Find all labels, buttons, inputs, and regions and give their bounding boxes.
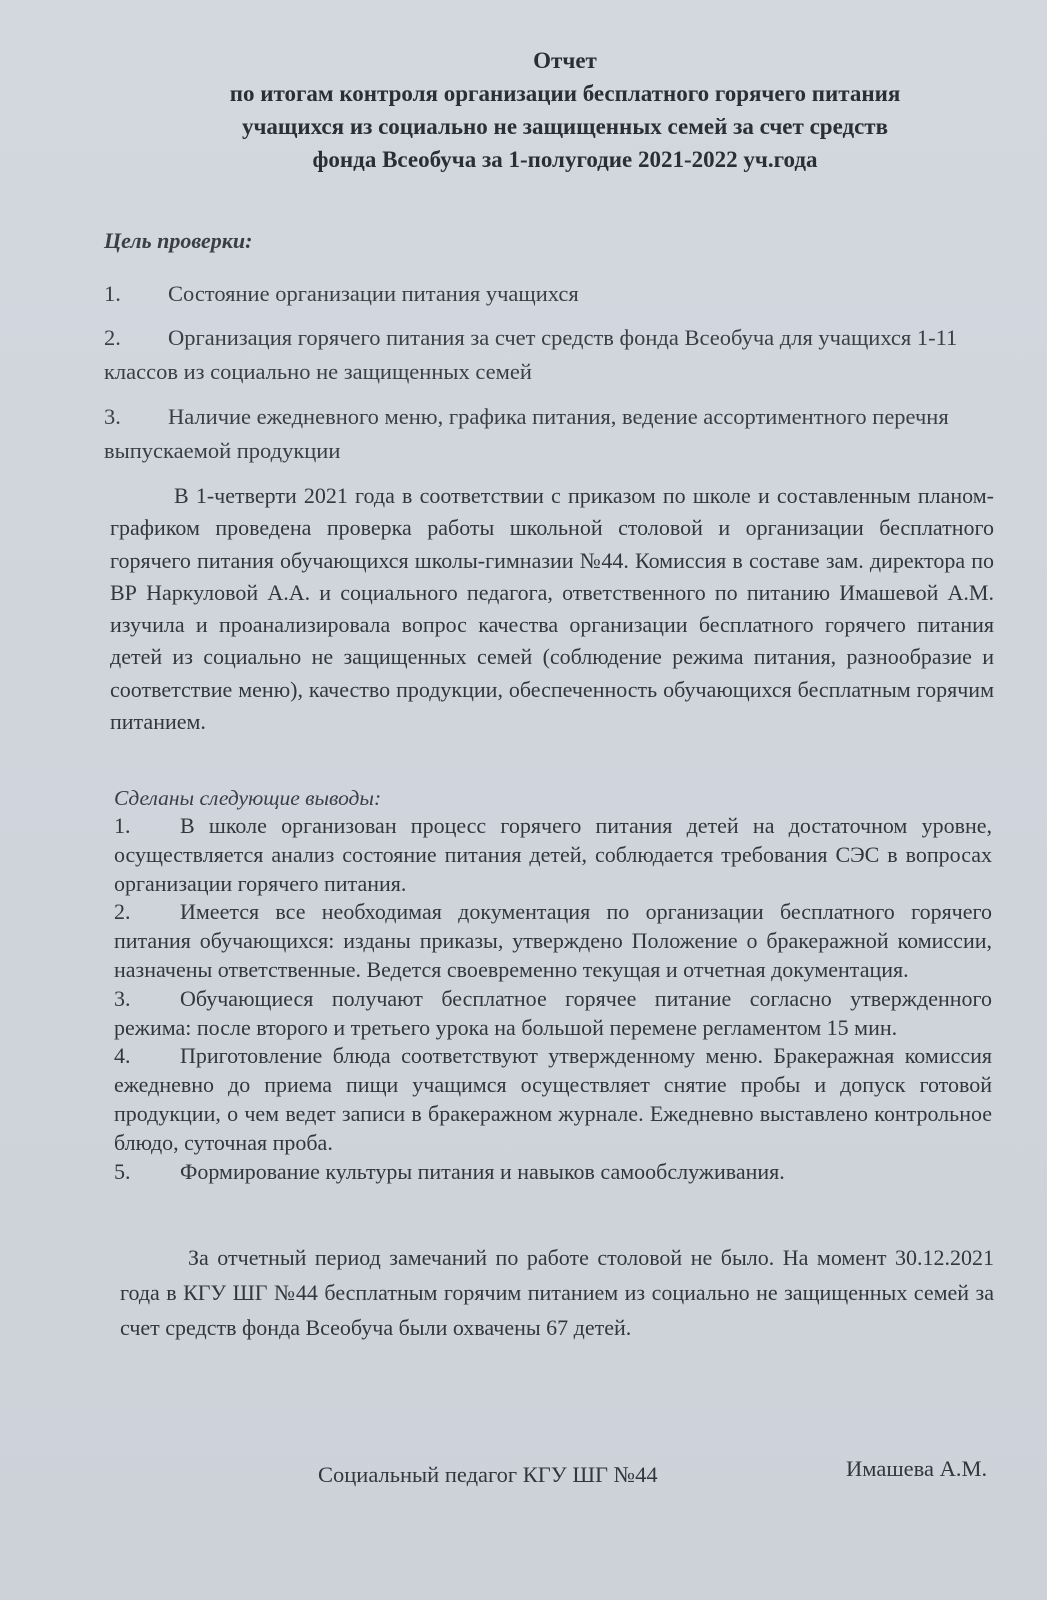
- conclusion-number: 5.: [114, 1158, 131, 1184]
- conclusions-list: [114, 812, 992, 1186]
- goal-item-number: 1.: [104, 281, 121, 306]
- goal-item: [104, 321, 1004, 389]
- document-title: [150, 44, 980, 176]
- conclusion-item: [114, 898, 992, 984]
- conclusion-text: Формирование культуры питания и навыков самообслуживания.: [180, 1158, 785, 1184]
- goal-item: [104, 400, 1004, 468]
- closing-paragraph: За отчетный период замечаний по работе столовой не было. На момент 30.12.2021 года в КГУ ШГ №44 бесплатным горячим питанием из социально не защищенных семей за счет средств фонда Всеобуча были охвачены 67 детей.: [120, 1245, 994, 1340]
- conclusion-item: [114, 812, 992, 898]
- conclusion-number: 2.: [114, 899, 131, 925]
- title-line-3: учащихся из социально не защищенных семей за счет средств: [241, 114, 889, 139]
- conclusion-text: Обучающиеся получают бесплатное горячее питание согласно утвержденного режима: после второго и третьего урока на большой перемене регламентом 15 мин.: [114, 985, 992, 1040]
- goal-item-number: 2.: [104, 325, 121, 350]
- goal-item-text: Наличие ежедневного меню, графика питания, ведение ассортиментного перечня выпускаемой продукции: [104, 404, 949, 463]
- conclusion-text: Приготовление блюда соответствуют утвержденному меню. Бракеражная комиссия ежедневно до приема пищи учащимся осуществляет снятие пробы и допуск готовой продукции, о чем ведет записи в бракеражном журнале. Ежедневно выставлено контрольное блюдо, суточная проба.: [114, 1043, 992, 1155]
- conclusion-number: 1.: [114, 813, 131, 838]
- goal-item: [104, 277, 1004, 311]
- title-line-4: фонда Всеобуча за 1-полугодие 2021-2022 уч.года: [312, 147, 818, 172]
- signature-role: Социальный педагог КГУ ШГ №44: [318, 1462, 658, 1487]
- goal-item-text: Состояние организации питания учащихся: [168, 281, 579, 306]
- conclusion-item: [114, 1158, 992, 1187]
- conclusion-number: 4.: [114, 1043, 131, 1069]
- goal-section-label: Цель проверки:: [104, 228, 253, 253]
- title-line-1: Отчет: [533, 48, 597, 73]
- conclusion-text: В школе организован процесс горячего питания детей на достаточном уровне, осуществляется анализ состояние питания детей, соблюдается требования СЭС в вопросах организации горячего питания.: [114, 813, 992, 896]
- signature-name: Имашева А.М.: [846, 1456, 988, 1481]
- intro-paragraph: В 1-четверти 2021 года в соответствии с приказом по школе и составленным планом-графиком проведена проверка работы школьной столовой и организации бесплатного горячего питания обучающихся школы-гимназии №44. Комиссия в составе зам. директора по ВР Наркуловой А.А. и социального педагога, ответственного по питанию Имашевой А.М. изучила и проанализировала вопрос качества организации бесплатного горячего питания детей из социально не защищенных семей (соблюдение режима питания, разнообразие и соответствие меню), качество продукции, обеспеченность обучающихся бесплатным горячим питанием.: [110, 483, 994, 735]
- conclusions-label: Сделаны следующие выводы:: [114, 786, 382, 810]
- conclusion-item: [114, 1042, 992, 1157]
- conclusion-item: [114, 985, 992, 1043]
- goal-item-text: Организация горячего питания за счет средств фонда Всеобуча для учащихся 1-11 классов из социально не защищенных семей: [104, 325, 958, 384]
- conclusion-number: 3.: [114, 985, 131, 1011]
- title-line-2: по итогам контроля организации бесплатного горячего питания: [229, 81, 901, 106]
- goal-item-number: 3.: [104, 404, 121, 429]
- conclusion-text: Имеется все необходимая документация по организации бесплатного горячего питания обучающихся: изданы приказы, утверждено Положение о бракеражной комиссии, назначены ответственные. Ведется своевременно текущая и отчетная документация.: [114, 899, 992, 982]
